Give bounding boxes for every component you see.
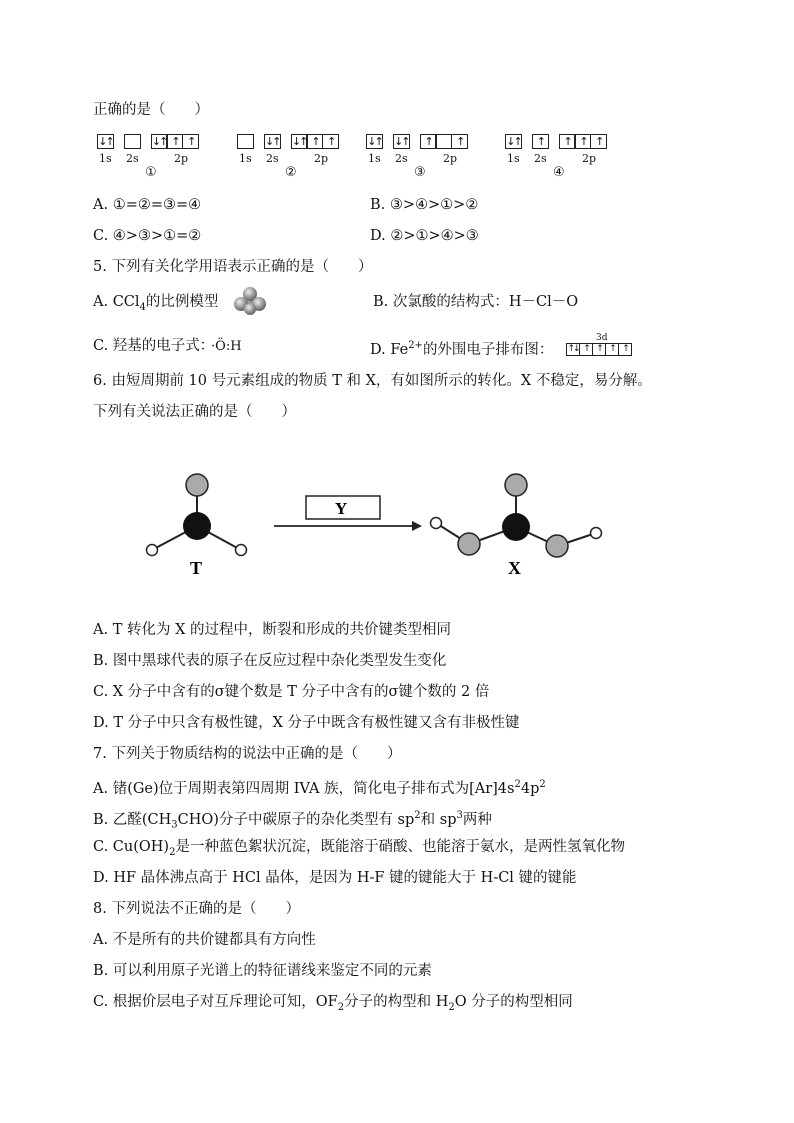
q6-option-a: A. T 转化为 X 的过程中，断裂和形成的共价键类型相同 — [93, 622, 452, 638]
label-2s: 2s — [126, 152, 139, 165]
hydroxyl-electron-formula: ·Ö:H — [211, 339, 242, 354]
q8-option-a: A. 不是所有的共价键都具有方向性 — [93, 932, 316, 948]
config-number: ① — [145, 165, 157, 180]
label-x: X — [508, 558, 521, 578]
q5-a-sub: 4 — [139, 301, 146, 313]
fe-3d-box-3: ↑ — [592, 343, 606, 356]
q8-c-sub2: 2 — [448, 1001, 455, 1013]
orbital-box-2p-2: ↑ — [574, 134, 591, 149]
q8-option-c — [93, 992, 573, 1018]
x-black-atom — [502, 513, 530, 541]
q5-a-text-2: 的比例模型 — [145, 294, 219, 310]
orbital-box-2p-3: ↑ — [590, 134, 607, 149]
orbital-box-1s: ↓↑ — [98, 135, 113, 148]
q8-c-text: C. 根据价层电子对互斥理论可知，OF — [93, 994, 338, 1010]
q7-a-sup2: 2 — [539, 779, 546, 790]
q6-stem-line1: 6. 由短周期前 10 号元素组成的物质 T 和 X，有如图所示的转化。X 不稳定，易分解。 — [93, 373, 652, 389]
ccl4-space-filling-model-icon — [232, 286, 268, 316]
orbital-box-2p-1: ↑ — [420, 134, 437, 149]
label-2s: 2s — [534, 152, 547, 165]
q6-option-b: B. 图中黑球代表的原子在反应过程中杂化类型发生变化 — [93, 653, 447, 669]
orbital-box-1s — [237, 134, 254, 149]
label-2p: 2p — [174, 152, 189, 165]
q5-option-a — [93, 292, 218, 318]
orbital-box-2p-3: ↑ — [182, 134, 199, 149]
q4-option-b: B. ③>④>①>② — [370, 197, 479, 213]
orbital-config-1 — [97, 134, 198, 180]
x-grey-atom-left — [458, 533, 480, 555]
x-grey-atom-right — [546, 535, 568, 557]
q4-option-c: C. ④>③>①=② — [93, 228, 202, 244]
q4-option-d: D. ②>①>④>③ — [370, 228, 479, 244]
q5-d-text-2: 的外围电子排布图： — [422, 341, 554, 358]
label-1s: 1s — [507, 152, 520, 165]
orbital-box-2s — [124, 134, 141, 149]
q7-c-text-2: 是一种蓝色絮状沉淀，既能溶于硝酸、也能溶于氨水，是两性氢氧化物 — [175, 839, 625, 855]
config-number: ③ — [414, 165, 426, 180]
q6-option-c: C. X 分子中含有的σ键个数是 T 分子中含有的σ键个数的 2 倍 — [93, 684, 490, 700]
q6-option-d: D. T 分子中只含有极性键，X 分子中既含有极性键又含有非极性键 — [93, 715, 520, 731]
orbital-box-2p-2: ↑ — [306, 134, 323, 149]
q8-c-text-2: 分子的构型和 H — [344, 994, 449, 1010]
label-1s: 1s — [239, 152, 252, 165]
x-white-atom-right — [591, 528, 602, 539]
label-1s: 1s — [99, 152, 112, 165]
label-1s: 1s — [368, 152, 381, 165]
q7-c-text: C. Cu(OH) — [93, 839, 170, 855]
q7-b-text: B. 乙醛(CH — [93, 811, 172, 828]
molecule-transformation-diagram — [130, 460, 620, 590]
label-y: Y — [335, 499, 348, 518]
label-2p: 2p — [314, 152, 329, 165]
label-2p: 2p — [443, 152, 458, 165]
t-grey-atom — [186, 474, 208, 496]
config-number: ② — [285, 165, 297, 180]
label-t: T — [190, 558, 203, 578]
t-white-atom-right — [236, 545, 247, 556]
q7-b-text-4: 两种 — [462, 811, 492, 828]
q7-a-sup1: 2 — [514, 779, 521, 790]
orbital-box-2p-1: ↓↑ — [291, 135, 307, 148]
fe-3d-box-1: ↑↓ — [567, 344, 579, 355]
q5-a-text: A. CCl — [93, 294, 140, 310]
orbital-config-4 — [505, 134, 606, 180]
q8-stem: 8. 下列说法不正确的是（ ） — [93, 901, 300, 917]
label-2p: 2p — [582, 152, 597, 165]
orbital-config-2 — [237, 134, 338, 180]
q8-c-sub: 2 — [337, 1001, 345, 1013]
orbital-box-2p-3: ↑ — [451, 134, 468, 149]
q8-c-text-3: O 分子的构型相同 — [454, 994, 573, 1010]
q5-d-sup: 2+ — [408, 340, 423, 351]
q5-stem: 5. 下列有关化学用语表示正确的是（ ） — [93, 259, 373, 275]
label-2s: 2s — [395, 152, 408, 165]
q7-b-text-3: 和 sp — [420, 811, 457, 828]
label-2s: 2s — [266, 152, 279, 165]
fe-3d-box-2: ↑ — [579, 343, 593, 356]
orbital-box-2p-2: ↑ — [166, 134, 183, 149]
q7-option-b — [93, 806, 492, 836]
q7-b-sup1: 2 — [414, 810, 421, 821]
q5-option-c — [93, 336, 242, 357]
q7-b-sup2: 3 — [456, 810, 463, 821]
orbital-box-2p-2 — [435, 134, 452, 149]
x-white-atom-left — [431, 518, 442, 529]
q5-option-d — [370, 333, 631, 360]
orbital-box-2s: ↓↑ — [265, 135, 280, 148]
q7-stem: 7. 下列关于物质结构的说法中正确的是（ ） — [93, 746, 402, 762]
x-grey-atom-top — [505, 474, 527, 496]
orbital-config-3 — [366, 134, 467, 180]
q8-option-b: B. 可以利用原子光谱上的特征谱线来鉴定不同的元素 — [93, 963, 432, 979]
q7-option-c — [93, 837, 625, 863]
q4-option-a: A. ①=②=③=④ — [93, 197, 202, 213]
question-intro: 正确的是（ ） — [93, 102, 209, 118]
fe-3d-orbital-diagram — [566, 333, 631, 356]
fe-3d-box-5: ↑ — [618, 343, 632, 356]
fe-3d-box-4: ↑ — [605, 343, 619, 356]
q5-c-text: C. 羟基的电子式： — [93, 338, 208, 354]
q7-a-text: A. 锗(Ge)位于周期表第四周期 IVA 族，简化电子排布式为[Ar]4s — [93, 780, 515, 797]
q5-d-text: D. Fe — [370, 341, 409, 358]
orbital-box-2p-3: ↑ — [322, 134, 339, 149]
q6-stem-line2: 下列有关说法正确的是（ ） — [93, 404, 296, 420]
fe-3d-label: 3d — [596, 333, 608, 344]
q7-b-text-2: CHO)分子中碳原子的杂化类型有 sp — [177, 811, 415, 828]
orbital-box-2s: ↑ — [532, 134, 549, 149]
q5-option-b: B. 次氯酸的结构式：H－Cl－O — [373, 294, 579, 310]
orbital-box-2p-1: ↑ — [559, 134, 576, 149]
orbital-box-2p-1: ↓↑ — [151, 135, 167, 148]
q7-a-text-2: 4p — [520, 780, 540, 797]
config-number: ④ — [553, 165, 565, 180]
orbital-box-1s: ↓↑ — [506, 135, 521, 148]
q7-option-d: D. HF 晶体沸点高于 HCl 晶体，是因为 H-F 键的键能大于 H-Cl 键的键能 — [93, 870, 577, 886]
t-black-atom — [183, 512, 211, 540]
q7-option-a — [93, 775, 546, 799]
orbital-box-1s: ↓↑ — [367, 135, 382, 148]
q7-b-sub: 3 — [171, 819, 178, 831]
orbital-box-2s: ↓↑ — [394, 135, 409, 148]
t-white-atom-left — [147, 545, 158, 556]
arrow-head-icon — [412, 521, 422, 531]
q7-c-sub: 2 — [169, 846, 176, 858]
